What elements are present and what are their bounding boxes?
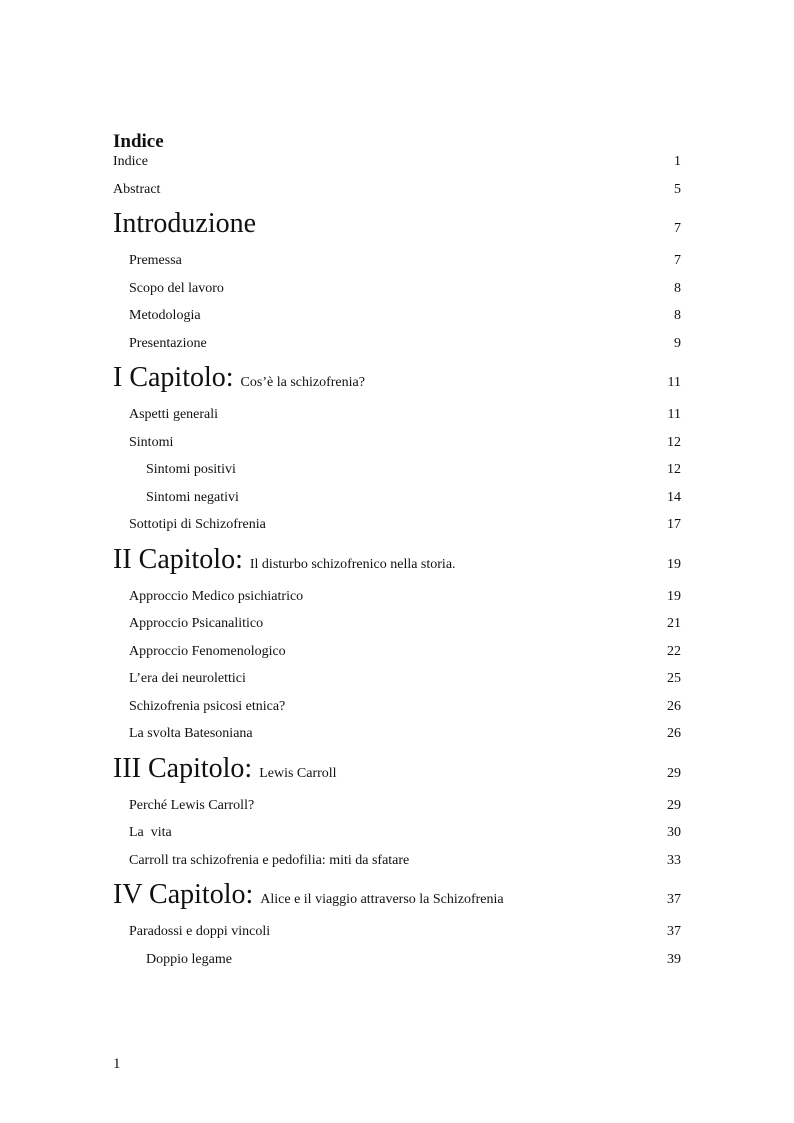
toc-entry-page: 21	[667, 616, 681, 631]
toc-chapter-subtitle: Cos’è la schizofrenia?	[240, 375, 365, 390]
toc-entry-page: 39	[667, 951, 681, 967]
toc-entry-page: 7	[674, 221, 681, 236]
toc-entry-page: 11	[667, 375, 681, 390]
toc-entry-scopo[interactable]	[113, 279, 681, 298]
toc-chapter-subtitle: Alice e il viaggio attraverso la Schizofrenia	[260, 892, 504, 907]
toc-entry-approccio-fenomenologico[interactable]	[113, 642, 681, 661]
toc-entry-page: 19	[667, 556, 681, 572]
toc-entry-title: Schizofrenia psicosi etnica?	[129, 698, 286, 714]
table-of-contents	[113, 152, 681, 977]
toc-chapter-title: IV Capitolo:	[113, 879, 254, 910]
toc-entry-title: Indice	[113, 154, 148, 169]
toc-entry-page: 8	[674, 308, 681, 323]
toc-entry-doppio-legame[interactable]	[113, 950, 681, 969]
toc-entry-title: Doppio legame	[146, 951, 232, 967]
toc-chapter-4[interactable]	[113, 878, 681, 917]
toc-chapter-subtitle: Il disturbo schizofrenico nella storia.	[249, 556, 456, 572]
toc-chapter-title: I Capitolo:	[113, 362, 234, 393]
toc-chapter-3[interactable]	[113, 752, 681, 791]
toc-entry-title: Carroll tra schizofrenia e pedofilia: miti da sfatare	[129, 852, 410, 868]
toc-entry-metodologia[interactable]	[113, 306, 681, 325]
toc-chapter-title: II Capitolo:	[113, 543, 243, 575]
toc-entry-page: 29	[667, 797, 681, 813]
toc-heading: Indice	[113, 131, 164, 152]
toc-entry-title: Abstract	[113, 181, 161, 197]
toc-entry-page: 29	[667, 765, 681, 781]
toc-entry-title: Presentazione	[129, 335, 207, 351]
toc-entry-page: 19	[667, 588, 681, 604]
toc-entry-approccio-psicanalitico[interactable]	[113, 614, 681, 633]
toc-entry-perche-carroll[interactable]	[113, 796, 681, 815]
toc-entry-page: 37	[667, 892, 681, 907]
toc-entry-approccio-medico[interactable]	[113, 587, 681, 606]
toc-entry-page: 30	[667, 825, 681, 840]
toc-entry-aspetti-generali[interactable]	[113, 405, 681, 424]
toc-entry-presentazione[interactable]	[113, 334, 681, 353]
toc-chapter-subtitle: Lewis Carroll	[259, 765, 337, 781]
toc-chapter-title: Introduzione	[113, 208, 257, 239]
toc-entry-page: 8	[674, 280, 681, 296]
toc-entry-title: Sintomi positivi	[146, 462, 236, 477]
toc-entry-page: 17	[667, 517, 681, 532]
toc-entry-page: 22	[667, 643, 681, 659]
toc-entry-title: Approccio Fenomenologico	[129, 643, 286, 659]
toc-entry-svolta-batesoniana[interactable]	[113, 724, 681, 743]
toc-chapter-2[interactable]	[113, 543, 681, 582]
toc-entry-premessa[interactable]	[113, 251, 681, 270]
toc-entry-title: Premessa	[129, 253, 182, 268]
toc-entry-page: 26	[667, 698, 681, 714]
toc-entry-title: Approccio Psicanalitico	[129, 616, 264, 631]
toc-entry-miti-da-sfatare[interactable]	[113, 851, 681, 870]
toc-entry-neurolettici[interactable]	[113, 669, 681, 688]
toc-entry-page: 12	[667, 434, 681, 450]
toc-chapter-title: III Capitolo:	[113, 752, 253, 784]
toc-entry-page: 14	[667, 489, 681, 505]
toc-entry-page: 1	[674, 154, 681, 169]
toc-entry-page: 25	[667, 671, 681, 686]
toc-entry-page: 33	[667, 852, 681, 868]
toc-entry-la-vita[interactable]	[113, 823, 681, 842]
toc-entry-title: La vita	[129, 825, 172, 840]
toc-entry-title: Perché Lewis Carroll?	[129, 797, 255, 813]
toc-entry-title: La svolta Batesoniana	[129, 726, 253, 741]
toc-entry-sintomi-positivi[interactable]	[113, 460, 681, 479]
toc-chapter-introduzione[interactable]	[113, 207, 681, 246]
toc-entry-page: 26	[667, 726, 681, 741]
toc-entry-psicosi-etnica[interactable]	[113, 697, 681, 716]
toc-entry-indice[interactable]	[113, 152, 681, 171]
toc-entry-title: Scopo del lavoro	[129, 280, 224, 296]
toc-entry-title: Sintomi negativi	[146, 489, 239, 505]
toc-entry-sintomi-negativi[interactable]	[113, 488, 681, 507]
toc-entry-page: 12	[667, 462, 681, 477]
toc-entry-sintomi[interactable]	[113, 433, 681, 452]
toc-entry-title: Sottotipi di Schizofrenia	[129, 517, 266, 532]
toc-entry-title: Aspetti generali	[129, 407, 219, 422]
toc-entry-abstract[interactable]	[113, 180, 681, 199]
toc-chapter-1[interactable]	[113, 361, 681, 400]
toc-entry-title: L’era dei neurolettici	[129, 671, 246, 686]
toc-entry-paradossi[interactable]	[113, 922, 681, 941]
toc-entry-title: Sintomi	[129, 434, 174, 450]
page-number: 1	[113, 1056, 121, 1072]
toc-entry-sottotipi[interactable]	[113, 515, 681, 534]
toc-entry-page: 37	[667, 924, 681, 939]
toc-entry-page: 11	[667, 407, 681, 422]
toc-entry-title: Approccio Medico psichiatrico	[129, 588, 304, 604]
toc-entry-page: 7	[674, 253, 681, 268]
toc-entry-title: Paradossi e doppi vincoli	[129, 924, 271, 939]
toc-entry-title: Metodologia	[129, 308, 201, 323]
toc-entry-page: 9	[674, 335, 681, 351]
toc-entry-page: 5	[674, 181, 681, 197]
